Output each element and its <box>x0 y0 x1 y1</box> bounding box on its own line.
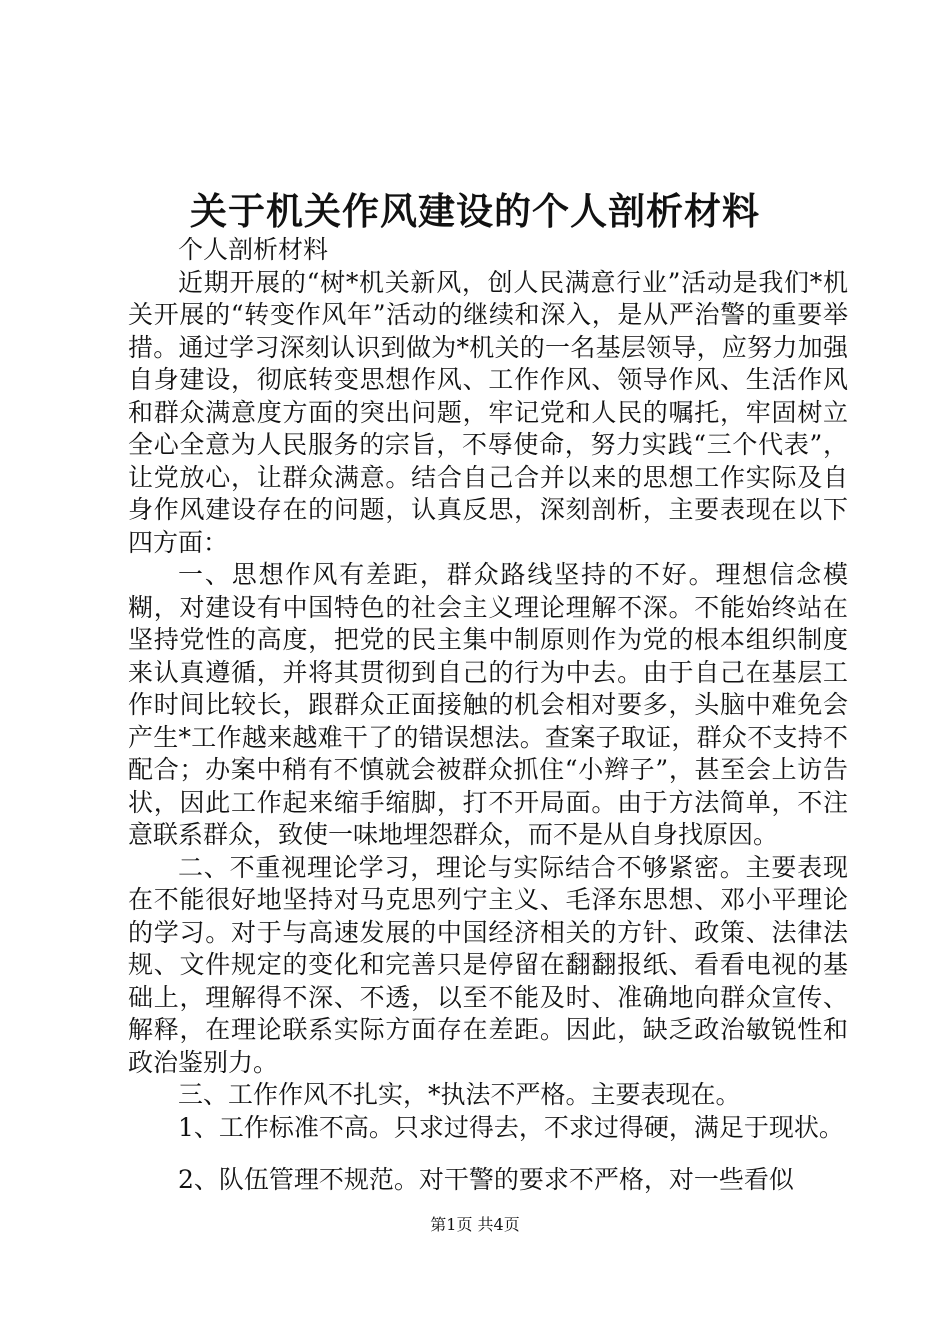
paragraph: 一、思想作风有差距，群众路线坚持的不好。理想信念模糊，对建设有中国特色的社会主义理论理解不深。不能始终站在坚持党性的高度，把党的民主集中制原则作为党的根本组织制度来认真遵循，并将其贯彻到自己的行为中去。由于自己在基层工作时间比较长，跟群众正面接触的机会相对要多，头脑中难免会产生*工作越来越难干了的错误想法。查案子取证，群众不支持不配合；办案中稍有不慎就会被群众抓住“小辫子”，甚至会上访告状，因此工作起来缩手缩脚，打不开局面。由于方法简单，不注意联系群众，致使一味地埋怨群众，而不是从自身找原因。 <box>128 560 848 849</box>
paragraph: 三、工作作风不扎实，*执法不严格。主要表现在。 <box>178 1080 741 1109</box>
document-body <box>128 234 848 1197</box>
document-title: 关于机关作风建设的个人剖析材料 <box>190 190 760 233</box>
paragraph: 1、工作标准不高。只求过得去，不求过得硬，满足于现状。 <box>178 1112 844 1142</box>
page-footer: 第1页 共4页 <box>430 1215 520 1234</box>
paragraph: 近期开展的“树*机关新风，创人民满意行业”活动是我们*机关开展的“转变作风年”活动的继续和深入，是从严治警的重要举措。通过学习深刻认识到做为*机关的一名基层领导，应努力加强自身建设，彻底转变思想作风、工作作风、领导作风、生活作风和群众满意度方面的突出问题，牢记党和人民的嘱托，牢固树立全心全意为人民服务的宗旨，不辱使命，努力实践“三个代表”，让党放心，让群众满意。结合自己合并以来的思想工作实际及自身作风建设存在的问题，认真反思，深刻剖析，主要表现在以下四方面： <box>128 267 848 557</box>
paragraph: 2、队伍管理不规范。对干警的要求不严格，对一些看似 <box>178 1165 794 1194</box>
paragraph: 个人剖析材料 <box>178 235 329 264</box>
paragraph: 二、不重视理论学习，理论与实际结合不够紧密。主要表现在不能很好地坚持对马克思列宁主义、毛泽东思想、邓小平理论的学习。对于与高速发展的中国经济相关的方针、政策、法律法规、文件规定的变化和完善只是停留在翻翻报纸、看看电视的基础上，理解得不深、不透，以至不能及时、准确地向群众宣传、解释，在理论联系实际方面存在差距。因此，缺乏政治敏锐性和政治鉴别力。 <box>128 852 848 1077</box>
